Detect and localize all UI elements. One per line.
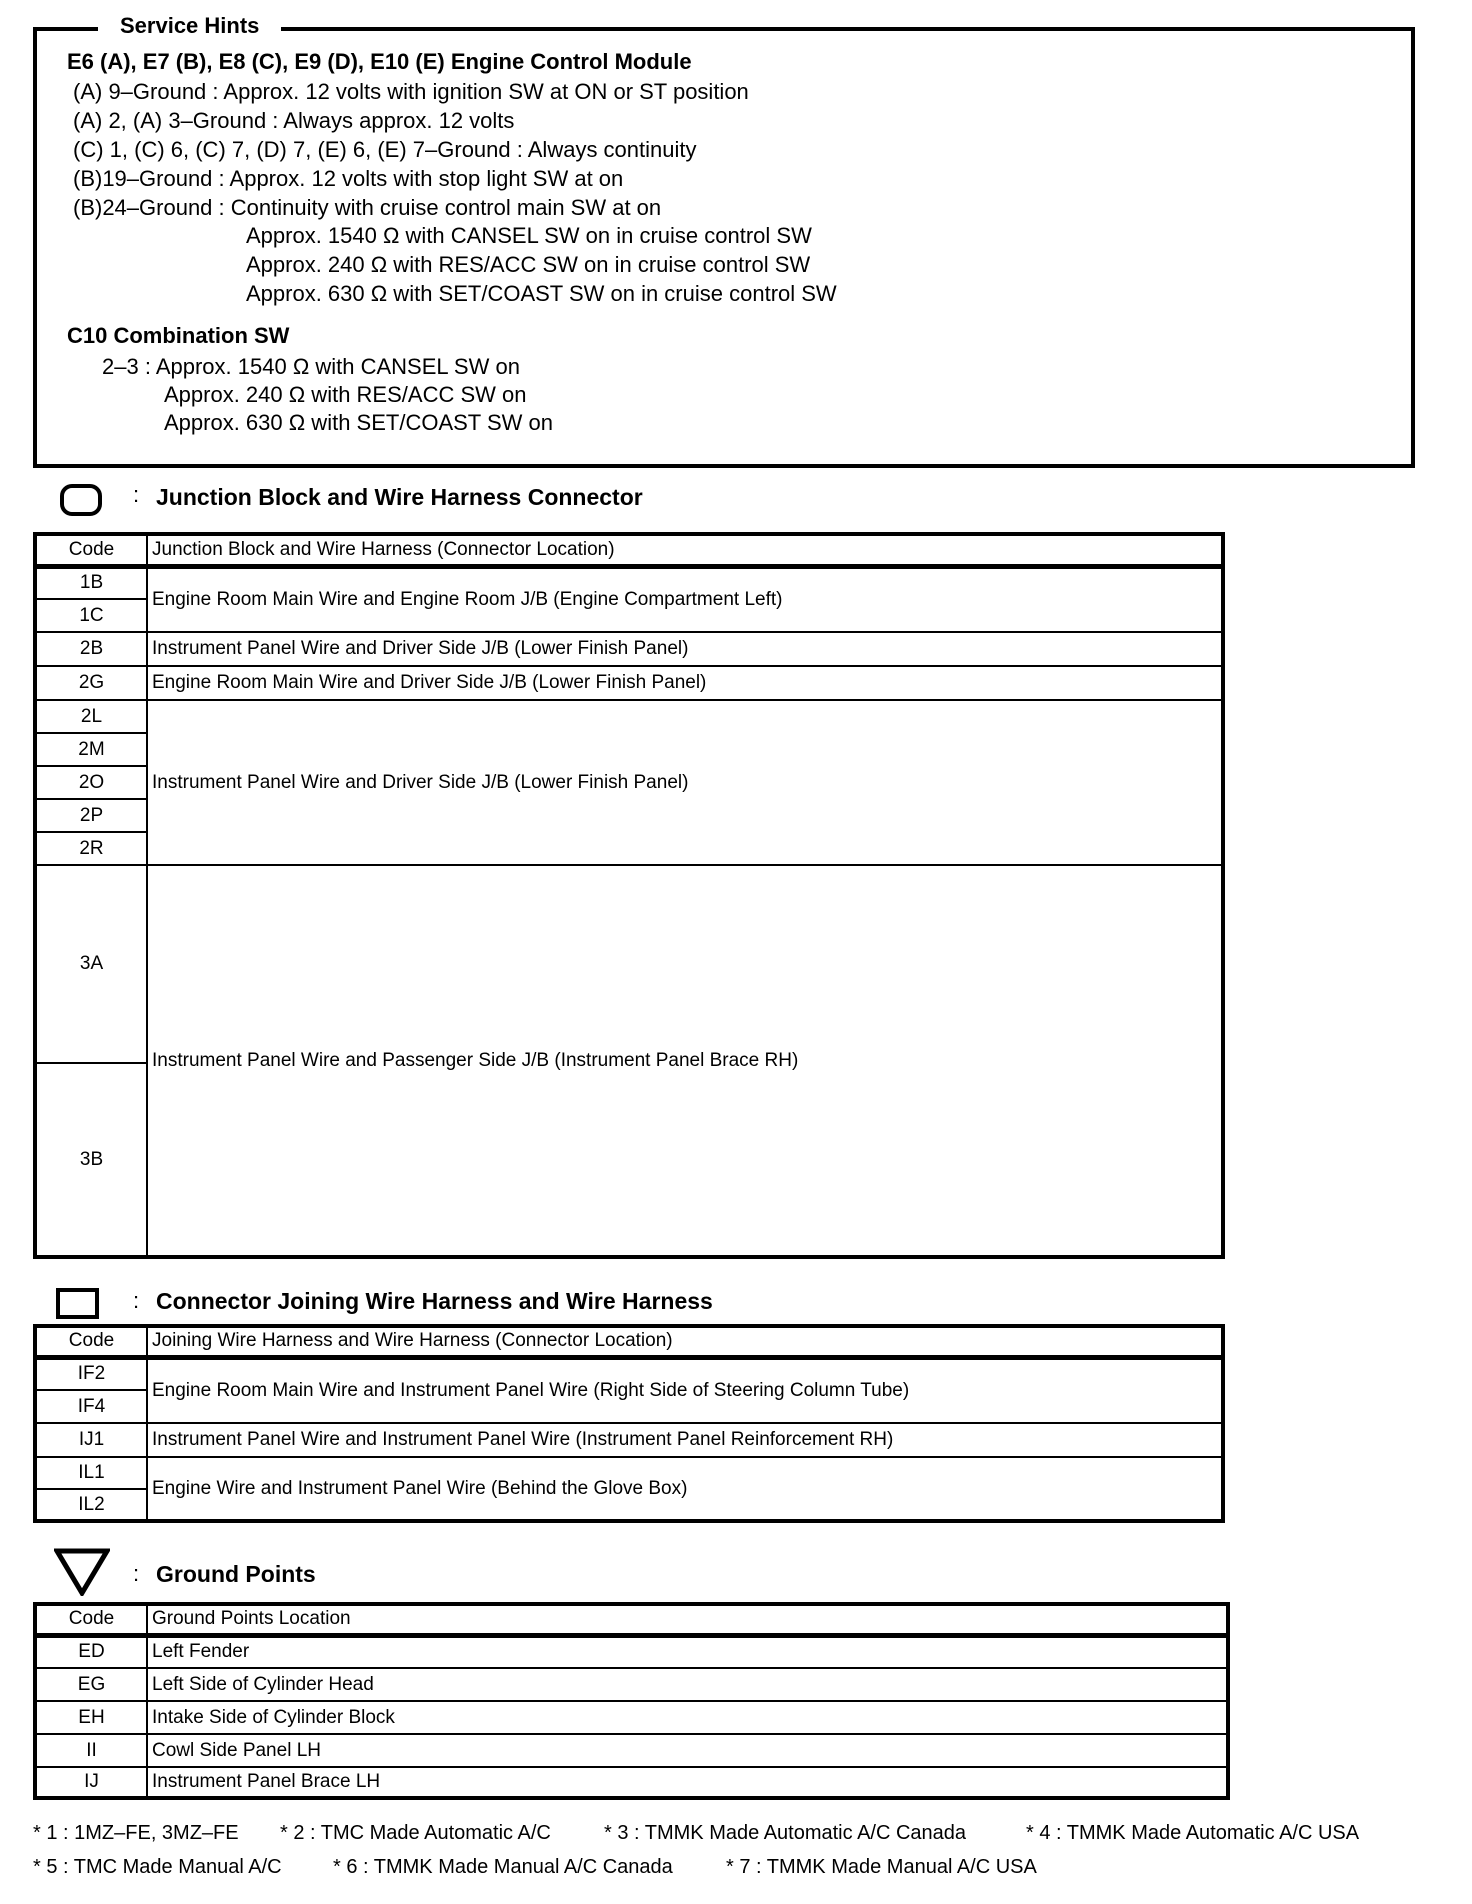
code-cell: ED [35, 1635, 147, 1668]
combination-sw-heading: C10 Combination SW [67, 323, 290, 348]
code-cell: IL1 [35, 1457, 147, 1489]
hint-line: (A) 9–Ground : Approx. 12 volts with ignition SW at ON or ST position [73, 79, 749, 104]
footnote: * 7 : TMMK Made Manual A/C USA [726, 1856, 1037, 1878]
header-code: Code [35, 1326, 147, 1357]
code-cell: IJ [35, 1767, 147, 1798]
down-triangle-icon [54, 1548, 110, 1596]
code-cell: 1B [35, 566, 147, 599]
footnote: * 4 : TMMK Made Automatic A/C USA [1026, 1822, 1360, 1844]
location-cell: Instrument Panel Wire and Passenger Side J/B (Instrument Panel Brace RH) [147, 865, 1223, 1257]
ground-table [33, 1602, 1230, 1800]
code-cell: 2L [35, 700, 147, 733]
junction-section-title: Junction Block and Wire Harness Connector [156, 484, 643, 510]
location-cell: Intake Side of Cylinder Block [147, 1701, 1228, 1734]
hint-line: (C) 1, (C) 6, (C) 7, (D) 7, (E) 6, (E) 7–Ground : Always continuity [73, 137, 697, 162]
table-header-row [35, 1326, 1223, 1357]
table-row [35, 1423, 1223, 1457]
header-desc: Junction Block and Wire Harness (Connector Location) [147, 534, 1223, 566]
footnote: * 1 : 1MZ–FE, 3MZ–FE [33, 1822, 239, 1844]
code-cell: 3B [35, 1063, 147, 1257]
table-row [35, 566, 1223, 599]
location-cell: Instrument Panel Wire and Driver Side J/B (Lower Finish Panel) [147, 632, 1223, 666]
location-cell: Engine Room Main Wire and Engine Room J/B (Engine Compartment Left) [147, 566, 1223, 632]
location-cell: Engine Room Main Wire and Instrument Panel Wire (Right Side of Steering Column Tube) [147, 1357, 1223, 1423]
table-row [35, 1767, 1228, 1798]
code-cell: II [35, 1734, 147, 1767]
hint-line: (B)19–Ground : Approx. 12 volts with stop light SW at on [73, 166, 624, 191]
ecm-heading: E6 (A), E7 (B), E8 (C), E9 (D), E10 (E) Engine Control Module [67, 49, 692, 74]
code-cell: 2M [35, 733, 147, 766]
table-row [35, 1668, 1228, 1701]
code-cell: IF4 [35, 1390, 147, 1423]
code-cell: EG [35, 1668, 147, 1701]
location-cell: Instrument Panel Brace LH [147, 1767, 1228, 1798]
junction-table [33, 532, 1225, 1259]
code-cell: 1C [35, 599, 147, 632]
rectangle-icon [56, 1288, 99, 1319]
table-row [35, 1357, 1223, 1390]
section-colon: : [133, 1288, 140, 1313]
connector-table [33, 1324, 1225, 1523]
ground-section-title: Ground Points [156, 1561, 316, 1587]
location-cell: Instrument Panel Wire and Instrument Panel Wire (Instrument Panel Reinforcement RH) [147, 1423, 1223, 1457]
footnote: * 6 : TMMK Made Manual A/C Canada [333, 1856, 673, 1878]
hint-sub-line: Approx. 630 Ω with SET/COAST SW on [164, 410, 553, 435]
footnote: * 2 : TMC Made Automatic A/C [280, 1822, 551, 1844]
connector-section-title: Connector Joining Wire Harness and Wire Harness [156, 1288, 713, 1314]
hint-sub-line: Approx. 240 Ω with RES/ACC SW on [164, 382, 527, 407]
footnote: * 3 : TMMK Made Automatic A/C Canada [604, 1822, 967, 1844]
header-desc: Ground Points Location [147, 1604, 1228, 1635]
location-cell: Left Fender [147, 1635, 1228, 1668]
header-code: Code [35, 534, 147, 566]
code-cell: 2B [35, 632, 147, 666]
table-row [35, 1635, 1228, 1668]
section-colon: : [133, 1561, 140, 1586]
code-cell: 2R [35, 832, 147, 865]
header-code: Code [35, 1604, 147, 1635]
hint-sub-line: Approx. 630 Ω with SET/COAST SW on in cruise control SW [246, 281, 837, 306]
section-colon: : [133, 482, 140, 507]
location-cell: Engine Room Main Wire and Driver Side J/B (Lower Finish Panel) [147, 666, 1223, 700]
hint-line: (B)24–Ground : Continuity with cruise control main SW at on [73, 195, 662, 220]
rounded-rectangle-icon [60, 484, 102, 516]
table-row [35, 700, 1223, 733]
hint-line: 2–3 : Approx. 1540 Ω with CANSEL SW on [102, 354, 520, 379]
hint-sub-line: Approx. 1540 Ω with CANSEL SW on in cruise control SW [246, 223, 812, 248]
code-cell: 3A [35, 865, 147, 1063]
location-cell: Cowl Side Panel LH [147, 1734, 1228, 1767]
location-cell: Instrument Panel Wire and Driver Side J/B (Lower Finish Panel) [147, 700, 1223, 865]
code-cell: 2G [35, 666, 147, 700]
table-row [35, 1457, 1223, 1489]
table-header-row [35, 534, 1223, 566]
location-cell: Engine Wire and Instrument Panel Wire (Behind the Glove Box) [147, 1457, 1223, 1521]
service-hints-title: Service Hints [98, 12, 281, 40]
table-header-row [35, 1604, 1228, 1635]
header-desc: Joining Wire Harness and Wire Harness (Connector Location) [147, 1326, 1223, 1357]
hint-line: (A) 2, (A) 3–Ground : Always approx. 12 volts [73, 108, 515, 133]
location-cell: Left Side of Cylinder Head [147, 1668, 1228, 1701]
code-cell: IJ1 [35, 1423, 147, 1457]
code-cell: EH [35, 1701, 147, 1734]
table-row [35, 1734, 1228, 1767]
hint-sub-line: Approx. 240 Ω with RES/ACC SW on in cruise control SW [246, 252, 811, 277]
table-row [35, 666, 1223, 700]
code-cell: IL2 [35, 1489, 147, 1521]
table-row [35, 632, 1223, 666]
code-cell: IF2 [35, 1357, 147, 1390]
table-row [35, 1701, 1228, 1734]
footnote: * 5 : TMC Made Manual A/C [33, 1856, 282, 1878]
code-cell: 2P [35, 799, 147, 832]
table-row [35, 865, 1223, 1063]
code-cell: 2O [35, 766, 147, 799]
